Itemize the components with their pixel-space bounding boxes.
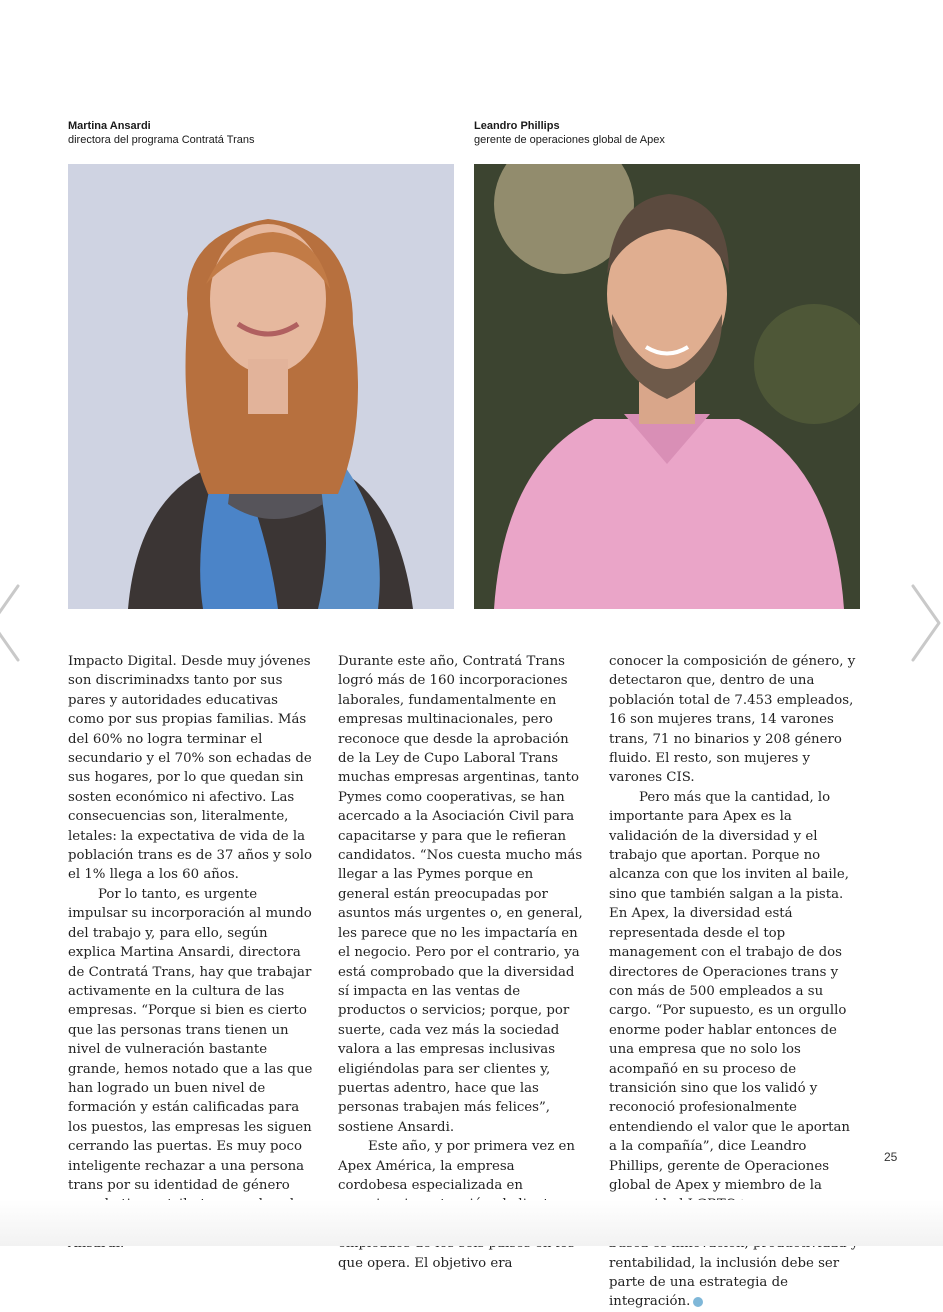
caption-martina-ansardi: [68, 119, 254, 147]
paragraph: Por lo tanto, es urgente impulsar su incorporación al mundo del trabajo y, para ello, según explica Martina Ansardi, directora de Contratá Trans, hay que trabajar activamente en la cultura de las empresas. “Porque si bien es cierto que las personas trans tienen un nivel de vulneración bastante grande, hemos notado que a las que han logrado un buen nivel de formación y están calificadas para los puestos, las empresas les siguen cerrando las puertas. Es muy poco inteligente rechazar a una persona trans por su identidad de género: [68, 886, 313, 1193]
caption-name: Leandro Phillips: [474, 120, 560, 132]
caption-role: gerente de operaciones global de Apex: [474, 134, 665, 146]
caption-leandro-phillips: [474, 119, 665, 147]
caption-name: Martina Ansardi: [68, 120, 151, 132]
portrait-photo-martina-ansardi: [68, 164, 454, 609]
paragraph: Durante este año, Contratá Trans logró más de 160 incorporaciones laborales, fundamentalmente en empresas multinacionales, pero reconoce que desde la aprobación de la Ley de Cupo Laboral Trans muchas empresas argentinas, tanto Pymes como cooperativas, se han acercado a la Asociación Civil para capacitarse y para que le refieran candidatos. “Nos cuesta mucho más llegar a las Pymes porque en general están preocupadas por asuntos más urgentes o, en general, les parece que no les impactaría en el negocio. Pero por el contrario, ya está comprobado que la diversidad sí impacta en las ventas de productos o servicios; porque, por suerte, cada vez más la sociedad valora a las empresas inclusivas eligiéndolas para ser clientes y, puertas adentro, hace que las personas trabajen más felices”, sostiene Ansardi.: [338, 654, 583, 1135]
paragraph: Pero más que la cantidad, lo importante para Apex es la validación de la diversidad y el trabajo que aportan. Porque no alcanza con que los inviten al baile, sino que también salgan a la pista. En Apex, la diversidad está representada desde el top management con el trabajo de dos directores de Operaciones trans y con más de 500 empleados a su cargo. “Por supuesto, es un orgullo enorme poder hablar entonces de una empresa que no solo los acompañó en su proceso de transición sino que los validó y reconoció profesionalmente entendiendo el valor que le aportan a la compañía”, dice Leandro Phillips, gerente de Operaciones global de Apex y miembro de la: [609, 789, 850, 1193]
next-page-arrow-icon[interactable]: [903, 578, 943, 668]
previous-page-arrow-icon[interactable]: [0, 578, 30, 668]
paragraph: conocer la composición de género, y detectaron que, dentro de una población total de 7.453 empleados, 16 son mujeres trans, 14 varones trans, 71 no binarios y 208 género fluido. El resto, son mujeres y varones CIS.: [609, 654, 856, 786]
page-number: 25: [884, 1150, 898, 1164]
end-of-article-icon: [693, 1297, 703, 1307]
paragraph: Impacto Digital. Desde muy jóvenes son discriminadxs tanto por sus pares y autoridades educativas como por sus propias familias. Más del 60% no logra terminar el secundario y el 70% son echadas de sus hogares, por lo que quedan sin sosten económico ni afectivo. Las consecuencias son, literalmente, letales: la expectativa de vida de la población trans es de 37 años y solo el 1% llega a los 60 años.: [68, 654, 312, 883]
paragraph-final-text: rentabilidad, la inclusión debe ser parte de una estrategia de integración.: [609, 1255, 840, 1310]
paragraph: Este año, y por primera vez en Apex América, la empresa cordobesa especializada en que opera. El objetivo era: [338, 1139, 575, 1271]
page-bottom-shadow: [0, 1200, 943, 1246]
caption-role: directora del programa Contratá Trans: [68, 134, 255, 146]
article-column-1: [68, 652, 318, 1254]
article-column-2: [338, 652, 588, 1273]
portrait-photo-leandro-phillips: [474, 164, 860, 609]
